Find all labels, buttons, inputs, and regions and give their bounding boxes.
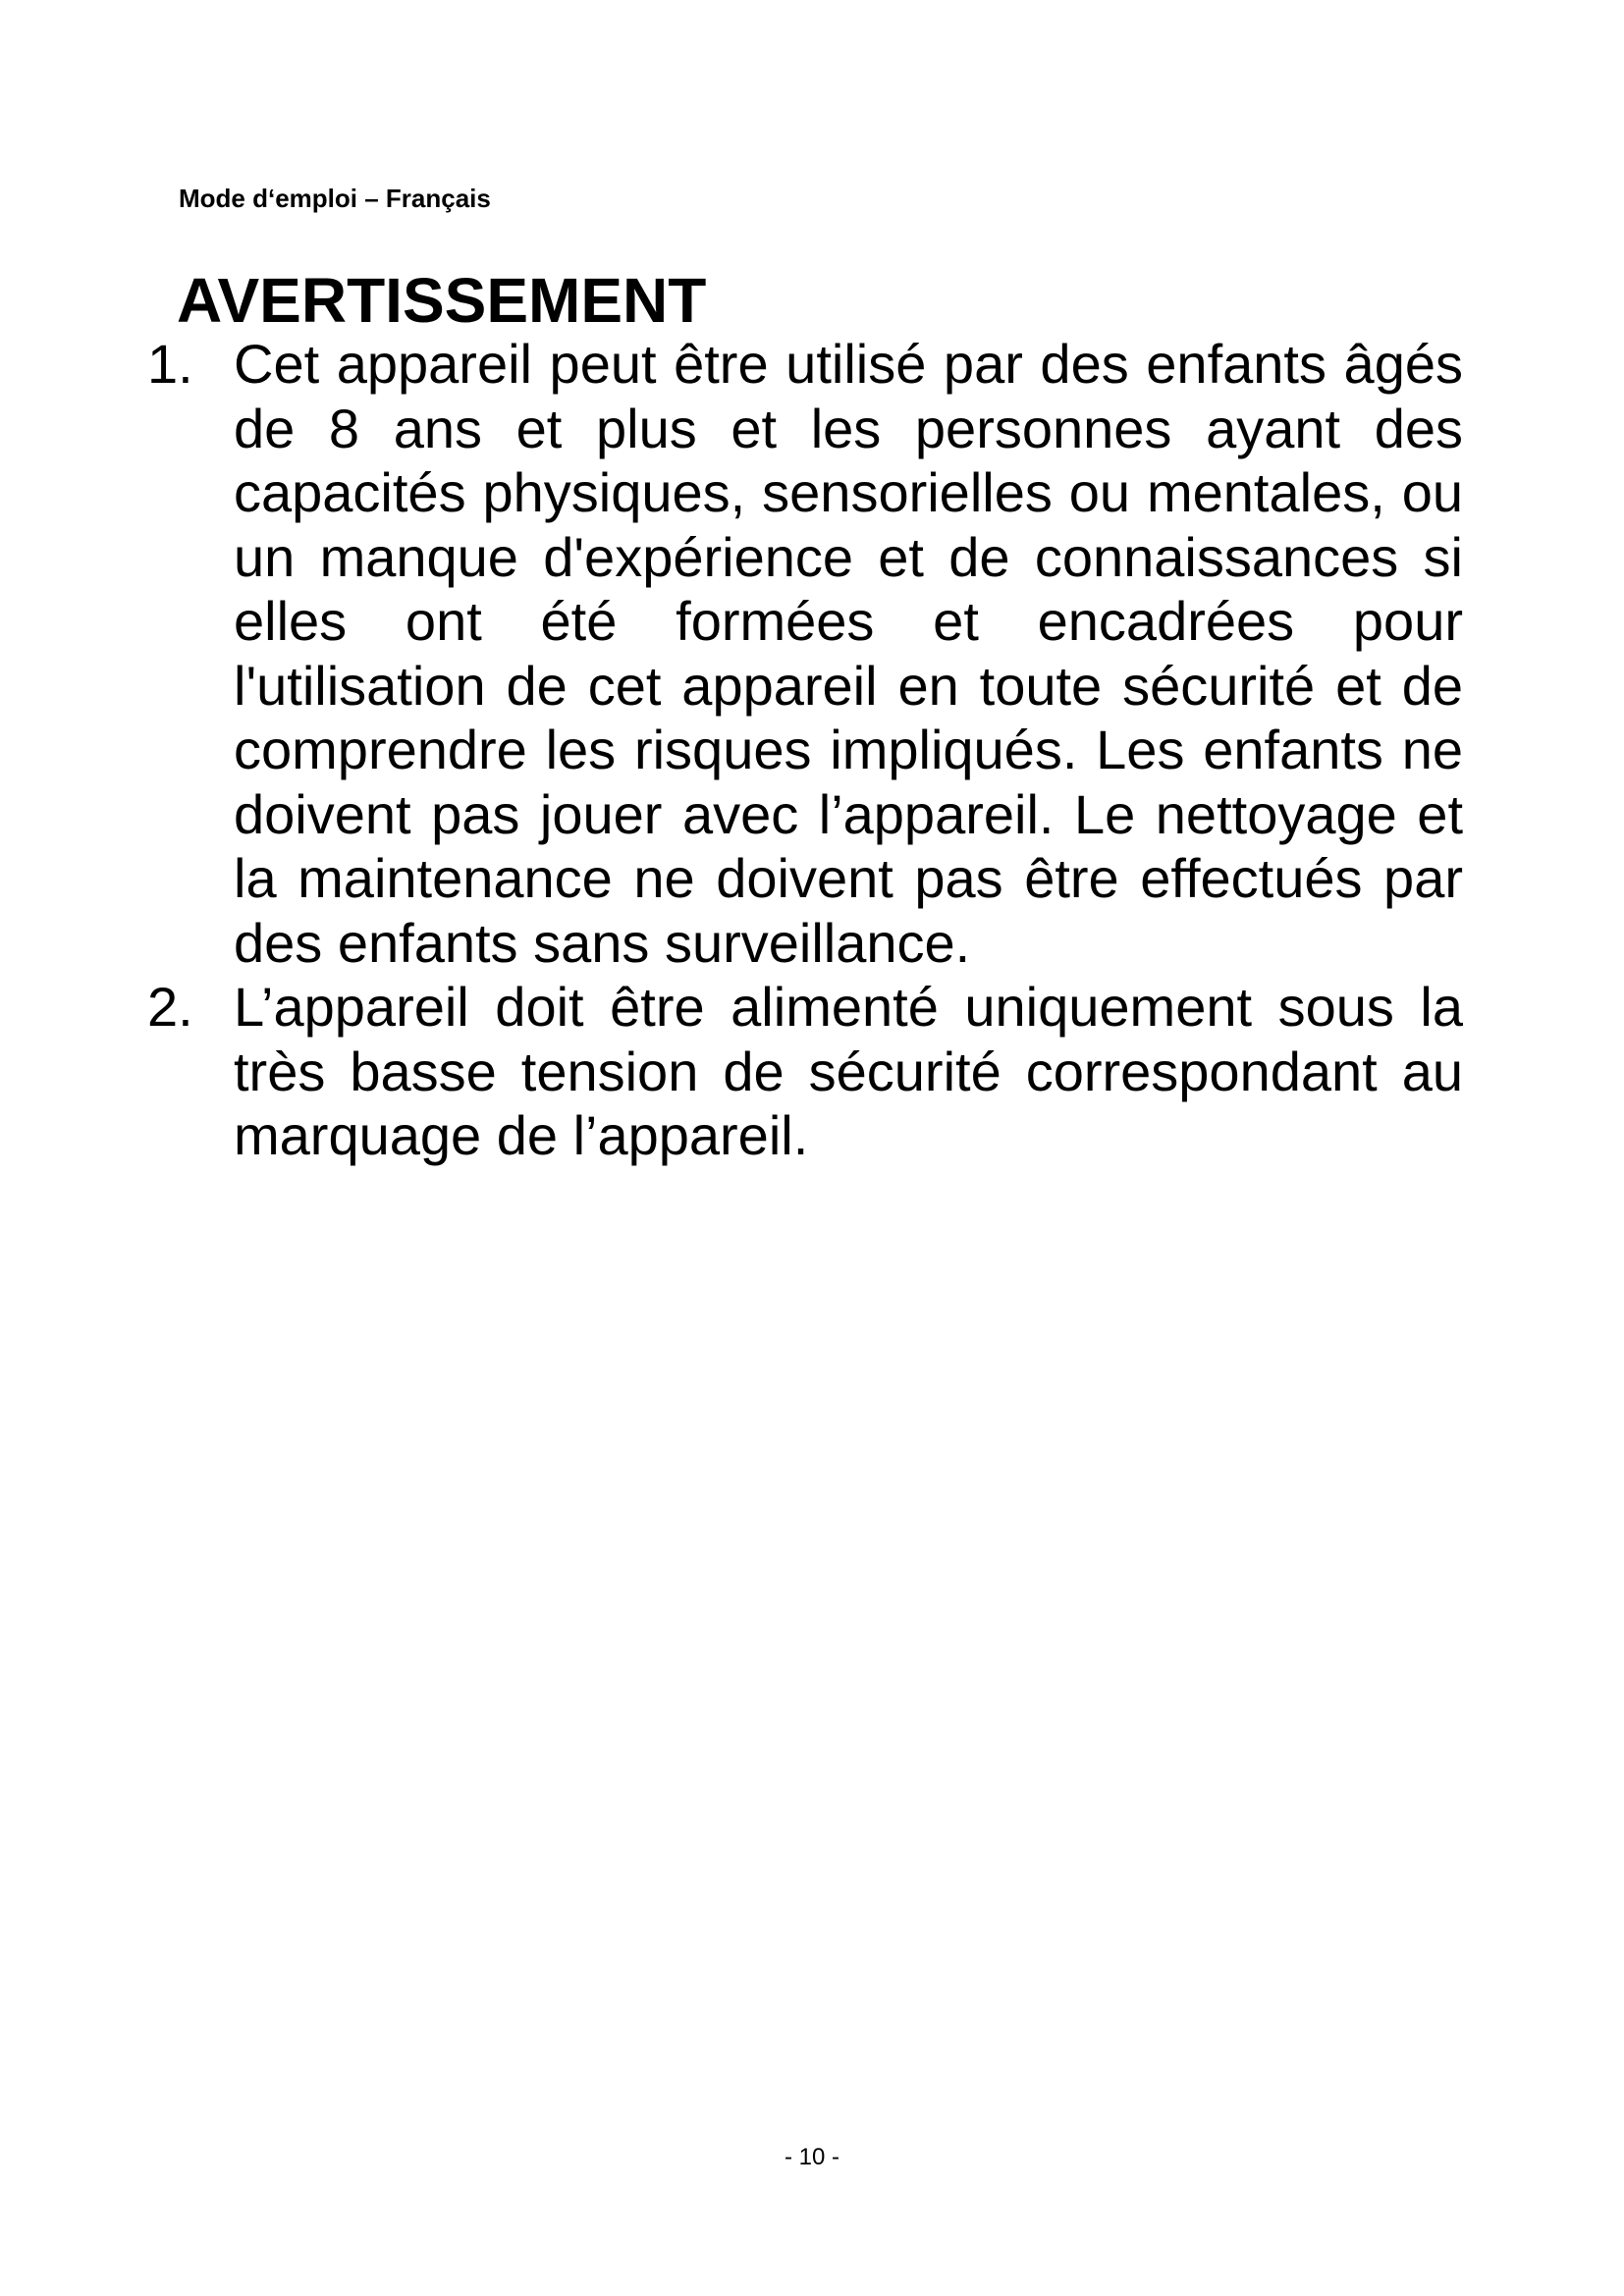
warning-list <box>147 332 1463 1168</box>
header-separator: – <box>357 184 386 213</box>
warning-heading: AVERTISSEMENT <box>177 265 707 336</box>
warning-item-1 <box>147 332 1463 975</box>
language-label: Français <box>385 184 491 213</box>
warning-item-2 <box>147 975 1463 1168</box>
running-header <box>179 181 491 216</box>
warning-text: L’appareil doit être alimenté uniquement sous la très basse tension de sécurité correspondant au marquage de l’appareil. <box>234 976 1463 1166</box>
warning-number: 2. <box>147 976 193 1038</box>
warning-text: Cet appareil peut être utilisé par des enfants âgés de 8 ans et plus et les personnes ayant des capacités physiques, sensorielles ou mentales, ou un manque d'expérience et de connaissances si elles ont été formées et encadrées pour l'utilisation de cet appareil en toute sécurité et de comprendre les risques impliqués. Les enfants ne doivent pas jouer avec l’appareil. Le nettoyage et la maintenance ne doivent pas être effectués par des enfants sans surveillance. <box>234 333 1463 974</box>
warning-number: 1. <box>147 333 193 395</box>
doc-label: Mode d‘emploi <box>179 184 357 213</box>
page-number: - 10 - <box>784 2144 839 2170</box>
